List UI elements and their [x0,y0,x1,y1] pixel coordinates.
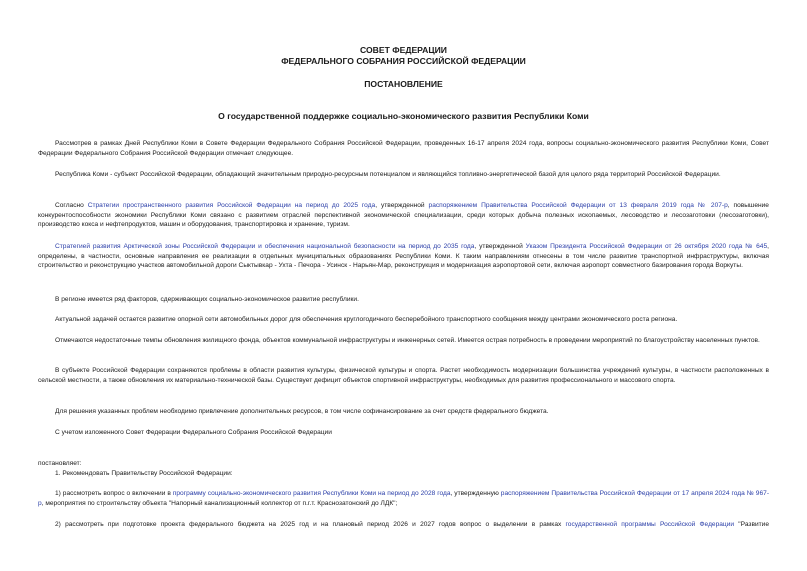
paragraph-text: 1. Рекомендовать Правительству Российской Федерации: [55,469,233,477]
text-run: , утвержденной [375,202,429,209]
link-spatial-strategy[interactable]: Стратегии пространственного развития Российской Федерации на период до 2025 года [87,202,376,209]
document-title: О государственной поддержке социально-экономического развития Республики Коми [218,111,589,121]
text-run: Согласно [55,202,88,209]
paragraph-text [38,520,769,530]
link-komi-program[interactable]: программу социально-экономического развития Республики Коми на период до 2028 года [172,490,451,497]
text-run: , мероприятия по строительству объекта "Напорный канализационный коллектор от п.г.т. Краснозатонский до ЛДК"; [41,499,398,507]
link-arctic-strategy[interactable]: Стратегией развития Арктической зоны Российской Федерации и обеспечения национальной безопасности на период до 2035 года [55,243,475,250]
org-name-line2: ФЕДЕРАЛЬНОГО СОБРАНИЯ РОССИЙСКОЙ ФЕДЕРАЦИИ [281,56,526,66]
link-state-program[interactable]: государственной программы Российской Федерации [565,521,735,528]
paragraph-arctic-strategy [38,242,769,271]
paragraph-roads [38,315,769,325]
paragraph-item-2 [38,520,769,530]
text-run: , определены, в частности, основные направления ее реализации в отдельных муниципальных образованиях Республики Коми. К таким направлениям отнесены в том числе развитие транспортной инфраструктуры, включая строительство и реконструкцию участков автомобильной дороги Сыктывкар - Ухта - Печора - Усинск - Нарьян-Мар, реконструкция и модернизация аэропортовой сети, включая аэропорт совместного базирования города Воркуты. [38,243,769,270]
paragraph-komi-resources [38,170,769,180]
text-run: , повышение конкурентоспособности экономики Республики Коми связано с развитием отраслей перспективной экономической специализации, среди которых добыча полезных ископаемых, лесоводство и лесозаготовки (лесозаготовки), производство кокса и нефтепродуктов, машин и оборудования, транспортировка и хранение, туризм. [38,202,769,229]
link-order-207r[interactable]: распоряжением Правительства Российской Федерации от 13 февраля 2019 года № 207-р [428,202,728,209]
paragraph-text [38,489,769,508]
paragraph-culture-sport [38,366,769,385]
link-order-967r[interactable]: распоряжением Правительства Российской Федерации от 17 апреля 2024 года № 967-р [38,490,770,507]
paragraph-considering [38,428,769,438]
paragraph-resolves [38,459,769,478]
paragraph-text: С учетом изложенного Совет Федерации Федерального Собрания Российской Федерации [55,429,332,436]
paragraph-text: Актуальной задачей остается развитие опорной сети автомобильных дорог для обеспечения круглогодичного бесперебойного транспортного сообщения между центрами экономического роста региона. [55,316,678,323]
paragraph-text [38,242,769,271]
paragraph-text: В регионе имеется ряд факторов, сдерживающих социально-экономическое развитие республики. [55,296,359,303]
paragraph-resources [38,407,769,417]
paragraph-text: Рассмотрев в рамках Дней Республики Коми в Совете Федерации Федерального Собрания Российской Федерации, проведенных 16-17 апреля 2024 года, вопросы социально-экономического развития Республики Коми, Совет Федерации Федерального Собрания Российской Федерации отмечает следующее. [38,140,769,157]
paragraph-text: Республика Коми - субъект Российской Федерации, обладающий значительным природно-ресурсным потенциалом и являющийся топливно-энергетической базой для целого ряда территорий Российской Федерации. [55,171,721,178]
paragraph-text: Для решения указанных проблем необходимо привлечение дополнительных ресурсов, в том числе софинансирование за счет средств федерального бюджета. [55,408,549,415]
text-run: 2) рассмотреть при подготовке проекта федерального бюджета на 2025 год и на плановый период 2026 и 2027 годов вопрос о выделении в рамках [55,521,566,528]
paragraph-item-1 [38,489,769,508]
text-run: 1) рассмотреть вопрос о включении в [55,490,173,497]
paragraph-text: Отмечаются недостаточные темпы обновления жилищного фонда, объектов коммунальной инфраструктуры и инженерных сетей. Имеется острая потребность в проведении мероприятий по благоустройству населенных пунктов. [55,337,760,344]
text-run: , утвержденной [474,243,526,250]
paragraph-text: постановляет: [38,460,82,467]
paragraph-housing [38,336,769,346]
text-run: , утвержденную [450,490,501,497]
paragraph-intro [38,139,769,158]
paragraph-spatial-strategy [38,201,769,230]
link-decree-645[interactable]: Указом Президента Российской Федерации от 26 октября 2020 года № 645 [525,243,768,250]
document-type: ПОСТАНОВЛЕНИЕ [364,79,443,89]
paragraph-factors [38,295,769,305]
org-name-line1: СОВЕТ ФЕДЕРАЦИИ [360,45,447,55]
paragraph-text [38,201,769,230]
paragraph-text: В субъекте Российской Федерации сохраняются проблемы в области развития культуры, физической культуры и спорта. Растет необходимость модернизации большинства учреждений культуры, в частности расположенных в сельской местности, а также обновления их материально-технической базы. Существует дефицит объектов спортивной инфраструктуры, необходимых для развития профессионального и массового спорта. [38,367,769,384]
text-run: "Развитие [734,521,769,528]
